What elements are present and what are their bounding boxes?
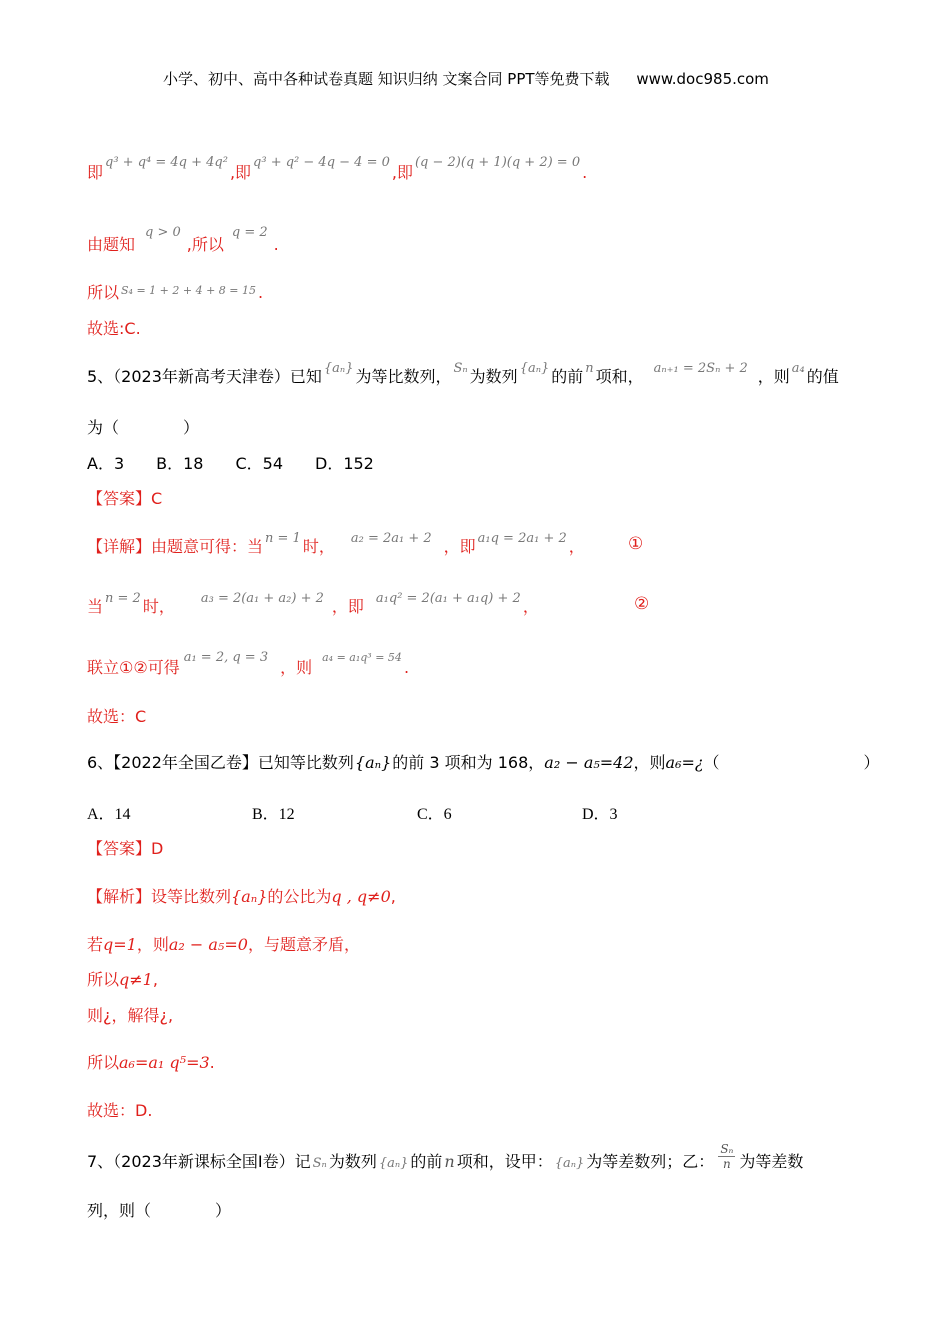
solution-line-2: 由题知$^{q > 0}$,所以$^{q = 2}$. bbox=[87, 225, 279, 254]
q6-option-b: B．12 bbox=[252, 806, 295, 823]
q6-option-d: D．3 bbox=[582, 806, 618, 823]
solution-choose: 故选:C. bbox=[87, 319, 141, 338]
equation: q=1 bbox=[103, 935, 137, 954]
equation: q³ + q² − 4q − 4 = 0 bbox=[253, 155, 390, 170]
equation: a₂ − a₅=0 bbox=[168, 935, 248, 954]
question-5-options: A．3 B．18 C．54 D．152 bbox=[87, 454, 374, 473]
equation: q≠1 bbox=[119, 970, 153, 989]
q6-option-c: C．6 bbox=[417, 806, 452, 823]
q6-analysis-line-1: 【解析】设等比数列{aₙ}的公比为q , q≠0, bbox=[87, 887, 396, 906]
equation: aₙ₊₁ = 2Sₙ + 2 bbox=[653, 361, 748, 376]
equation: a₄ = a₁q³ = 54 bbox=[322, 651, 402, 664]
equation: {aₙ} bbox=[378, 1156, 409, 1171]
q6-analysis-line-5: 所以a₆=a₁ q⁵=3. bbox=[87, 1053, 215, 1072]
equation: {aₙ} bbox=[554, 1156, 585, 1171]
q6-choose: 故选：D. bbox=[87, 1101, 153, 1120]
question-5-line-2: 为（ ） bbox=[87, 418, 200, 437]
q5-detail-line-1: 【详解】由题意可得：当 $^{n = 1}$ 时， $^{a_2 = 2a_1 + 2}$ ，即 $^{a_1q = 2a_1 + 2}$ ， bbox=[87, 531, 585, 556]
q6-option-a: A．14 bbox=[87, 806, 131, 823]
equation: a₁q² = 2(a₁ + a₁q) + 2 bbox=[375, 591, 521, 606]
equation: a₁q = 2a₁ + 2 bbox=[477, 531, 567, 546]
equation: q³ + q⁴ = 4q + 4q² bbox=[105, 155, 228, 170]
solution-line-1: 即$^{q^3 + q^4 = 4q + 4q^2}$,即$^{q^3 + q^2 - 4q - 4 = 0}$,即$^{(q - 2)(q + 1)(q + 2) = 0}$. bbox=[87, 155, 588, 182]
equation: Sₙ bbox=[453, 361, 468, 376]
fraction-sn-over-n: $\frac{\text{Sₙ}}{n}$ bbox=[720, 1142, 734, 1171]
page-header bbox=[163, 68, 769, 89]
question-5: 5、（2023年新高考天津卷）已知 $^{\{a_n\}}$ 为等比数列， $^{S_n}$ 为数列 $^{\{a_n\}}$ 的前 $^n$ 项和， $^{a_{n+1} = 2S_n + 2}$ ，则 $^{a_4}$ 的值 bbox=[87, 361, 839, 386]
equation-marker-2: ② bbox=[634, 594, 650, 614]
equation: a₆=¿ bbox=[665, 753, 704, 772]
q6-analysis-line-3: 所以q≠1, bbox=[87, 970, 158, 989]
equation: n bbox=[585, 361, 594, 376]
equation: a₆=a₁ q⁵=3 bbox=[119, 1053, 210, 1072]
solution-line-3: 所以 $^{S_4 = 1 + 2 + 4 + 8 = 15}$ . bbox=[87, 283, 264, 302]
equation: S₄ = 1 + 2 + 4 + 8 = 15 bbox=[121, 284, 257, 297]
q6-analysis-line-2: 若q=1，则a₂ − a₅=0，与题意矛盾， bbox=[87, 935, 360, 954]
equation-marker-1: ① bbox=[628, 534, 644, 554]
q5-detail-line-2: 当 $^{n = 2}$ 时， $^{a_3 = 2(a_1 + a_2) + 2}$ ，即 $^{a_1q^2 = 2(a_1 + a_1q) + 2}$ ， bbox=[87, 591, 539, 616]
equation: q > 0 bbox=[145, 225, 181, 240]
question-6: 6、【2022年全国乙卷】已知等比数列{aₙ}的前 3 项和为 168，a₂ − a₅=42，则a₆=¿（ ） bbox=[87, 753, 880, 772]
question-7-line-2: 列，则（ ） bbox=[87, 1201, 232, 1220]
q5-detail-line-3: 联立①②可得$^{a_1 = 2, q = 3}$，则$^{a_4 = a_1q^3 = 54}$. bbox=[87, 650, 410, 677]
header-text: 小学、初中、高中各种试卷真题 知识归纳 文案合同 PPT等免费下载 bbox=[163, 70, 610, 88]
equation: a₂ − a₅=42 bbox=[544, 753, 634, 772]
q6-answer: 【答案】D bbox=[87, 839, 164, 858]
q5-choose: 故选：C bbox=[87, 707, 147, 726]
equation: q = 2 bbox=[231, 225, 268, 240]
question-5-answer: 【答案】C bbox=[87, 489, 163, 508]
equation: {aₙ} bbox=[231, 887, 268, 906]
equation: Sₙ bbox=[312, 1156, 327, 1171]
equation: {aₙ} bbox=[519, 361, 550, 376]
equation: q , q≠0 bbox=[331, 887, 391, 906]
equation: a₂ = 2a₁ + 2 bbox=[350, 531, 432, 546]
equation: (q − 2)(q + 1)(q + 2) = 0 bbox=[414, 155, 581, 170]
equation: a₄ bbox=[791, 361, 805, 376]
equation: n = 2 bbox=[105, 591, 141, 606]
equation: a₃ = 2(a₁ + a₂) + 2 bbox=[200, 591, 324, 606]
equation: {aₙ} bbox=[354, 753, 392, 772]
equation: a₁ = 2, q = 3 bbox=[183, 650, 269, 665]
equation: {aₙ} bbox=[323, 361, 354, 376]
header-url: www.doc985.com bbox=[636, 70, 769, 88]
equation: n = 1 bbox=[265, 531, 301, 546]
question-7: 7、（2023年新课标全国Ⅰ卷）记 Sₙ 为数列 {aₙ} 的前 n 项和，设甲： {aₙ} 为等差数列；乙： $\frac{\text{Sₙ}}{n}$ 为等差数 bbox=[87, 1142, 804, 1171]
equation: n bbox=[444, 1152, 455, 1171]
q6-analysis-line-4: 则¿，解得¿, bbox=[87, 1006, 174, 1025]
